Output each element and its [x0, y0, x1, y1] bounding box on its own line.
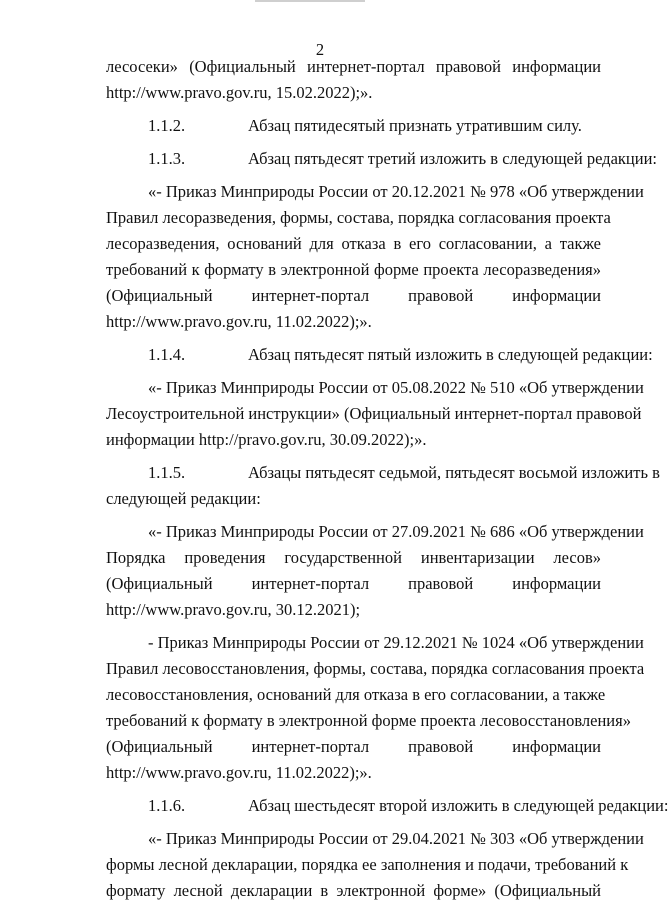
item-number: 1.1.3.: [148, 149, 186, 168]
text-line: формату лесной декларации в электронной форме» (Официальный: [106, 881, 601, 900]
text-line: требований к формату в электронной форме проекта лесовосстановления»: [106, 711, 631, 730]
text-line: (Официальный интернет-портал правовой информации: [106, 737, 601, 756]
numbered-item: [106, 146, 657, 172]
numbered-item: [106, 342, 653, 368]
item-number: 1.1.6.: [148, 796, 186, 815]
text-line: «- Приказ Минприроды России от 20.12.2021 № 978 «Об утверждении: [148, 182, 644, 201]
item-number: 1.1.5.: [148, 463, 186, 482]
text-line: информации http://pravo.gov.ru, 30.09.2022);».: [106, 430, 427, 449]
text-line: лесовосстановления, оснований для отказа в его согласовании, а также: [106, 685, 606, 704]
item-number: 1.1.2.: [148, 116, 186, 135]
text-line: (Официальный интернет-портал правовой информации: [106, 574, 601, 593]
text-line: Лесоустроительной инструкции» (Официальный интернет-портал правовой: [106, 404, 642, 423]
item-text: Абзац шестьдесят второй изложить в следующей редакции:: [248, 796, 668, 815]
item-text: Абзацы пятьдесят седьмой, пятьдесят восьмой изложить в: [248, 463, 660, 482]
numbered-item: [106, 113, 601, 139]
numbered-item: [106, 460, 660, 486]
text-line: формы лесной декларации, порядка ее заполнения и подачи, требований к: [106, 855, 629, 874]
numbered-item: [106, 793, 668, 819]
item-number: 1.1.4.: [148, 345, 186, 364]
item-text: Абзац пятьдесят пятый изложить в следующей редакции:: [248, 345, 653, 364]
text-line: http://www.pravo.gov.ru, 30.12.2021);: [106, 600, 361, 619]
text-line: требований к формату в электронной форме проекта лесоразведения»: [106, 260, 601, 279]
text-line: http://www.pravo.gov.ru, 15.02.2022);».: [106, 83, 373, 102]
text-line: «- Приказ Минприроды России от 29.04.2021 № 303 «Об утверждении: [148, 829, 644, 848]
text-line: (Официальный интернет-портал правовой информации: [106, 286, 601, 305]
text-line: «- Приказ Минприроды России от 05.08.2022 № 510 «Об утверждении: [148, 378, 644, 397]
item-text: Абзац пятидесятый признать утратившим силу.: [248, 116, 582, 135]
text-line: лесоразведения, оснований для отказа в его согласовании, а также: [106, 234, 601, 253]
text-line: Правил лесовосстановления, формы, состава, порядка согласования проекта: [106, 659, 645, 678]
text-line: «- Приказ Минприроды России от 27.09.2021 № 686 «Об утверждении: [148, 522, 644, 541]
text-line: следующей редакции:: [106, 489, 261, 508]
text-line: - Приказ Минприроды России от 29.12.2021 № 1024 «Об утверждении: [148, 633, 644, 652]
scan-edge-mark: [255, 0, 365, 2]
document-body: [106, 54, 668, 904]
text-line: Правил лесоразведения, формы, состава, порядка согласования проекта: [106, 208, 611, 227]
page-number: 2: [315, 40, 325, 59]
text-line: лесосеки» (Официальный интернет-портал правовой информации: [106, 57, 601, 76]
text-line: Порядка проведения государственной инвентаризации лесов»: [106, 548, 601, 567]
text-line: http://www.pravo.gov.ru, 11.02.2022);».: [106, 312, 372, 331]
item-text: Абзац пятьдесят третий изложить в следующей редакции:: [248, 149, 657, 168]
text-line: http://www.pravo.gov.ru, 11.02.2022);».: [106, 763, 372, 782]
